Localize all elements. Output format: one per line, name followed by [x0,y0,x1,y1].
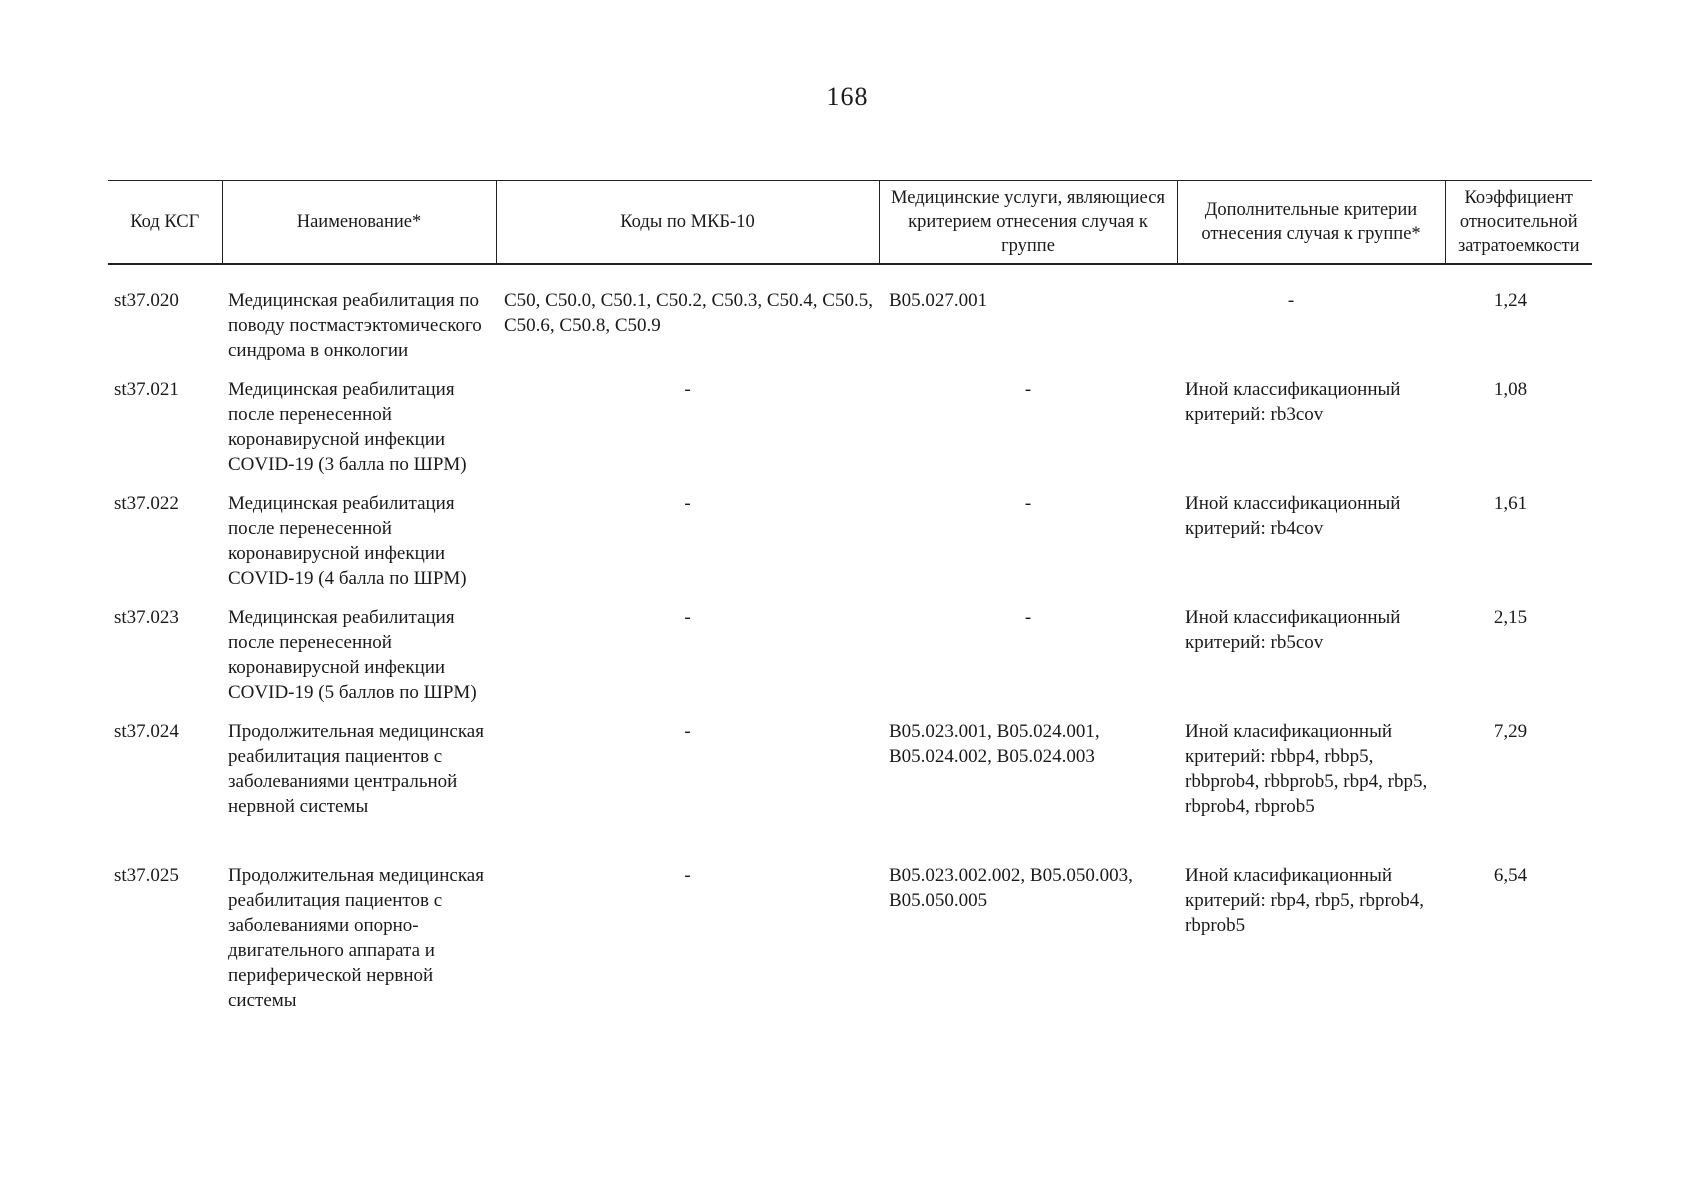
table-row [108,605,1592,719]
cell-code: st37.024 [114,721,179,742]
cell-name: Продолжительная медицинская реабилитация пациентов с заболеваниями центральной нервной системы [228,721,484,817]
header-code: Код КСГ [108,181,222,265]
cell-coef: 1,08 [1493,379,1528,400]
cell-name: Продолжительная медицинская реабилитация пациентов с заболеваниями опорно-двигательного аппарата и периферической нервной системы [228,865,484,1011]
header-name: Наименование* [222,181,496,265]
cell-criteria: Иной классификационный критерий: rb4cov [1185,493,1401,539]
cell-name: Медицинская реабилитация после перенесенной коронавирусной инфекции COVID-19 (4 балла по ШРМ) [228,493,467,589]
cell-services: B05.027.001 [889,290,988,311]
cell-mkb: - [684,379,691,400]
cell-coef: 6,54 [1493,865,1528,886]
cell-criteria: Иной класификационный критерий: rbbp4, rbbp5, rbbprob4, rbbprob5, rbp4, rbp5, rbprob4, rbprob5 [1185,721,1428,817]
cell-criteria: Иной классификационный критерий: rb5cov [1185,607,1401,653]
table-body [108,264,1592,1027]
table-row [108,377,1592,491]
cell-mkb: - [684,493,691,514]
cell-services: B05.023.002.002, B05.050.003, B05.050.005 [889,865,1133,911]
cell-code: st37.025 [114,865,179,886]
header-services: Медицинские услуги, являющиеся критерием отнесения случая к группе [879,181,1177,265]
cell-code: st37.020 [114,290,179,311]
cell-code: st37.023 [114,607,179,628]
table-header [108,181,1592,265]
table-row [108,491,1592,605]
ksg-table [108,180,1592,1027]
table-row [108,719,1592,863]
cell-mkb: - [684,607,691,628]
header-coef: Коэффициент относительной затратоемкости [1445,181,1592,265]
cell-name: Медицинская реабилитация после перенесенной коронавирусной инфекции COVID-19 (5 баллов по ШРМ) [228,607,477,703]
header-criteria: Дополнительные критерии отнесения случая к группе* [1177,181,1445,265]
cell-name: Медицинская реабилитация после перенесенной коронавирусной инфекции COVID-19 (3 балла по ШРМ) [228,379,467,475]
table-row [108,264,1592,377]
cell-coef: 7,29 [1493,721,1528,742]
cell-services: - [1024,379,1032,400]
cell-coef: 1,24 [1493,290,1528,311]
cell-services: B05.023.001, B05.024.001, B05.024.002, B05.024.003 [889,721,1100,767]
header-mkb: Коды по МКБ-10 [496,181,879,265]
cell-services: - [1024,493,1032,514]
cell-code: st37.022 [114,493,179,514]
cell-code: st37.021 [114,379,179,400]
cell-name: Медицинская реабилитация по поводу постмастэктомического синдрома в онкологии [228,290,482,361]
table-row [108,863,1592,1027]
cell-mkb: - [684,721,691,742]
cell-mkb: - [684,865,691,886]
page-number: 168 [826,82,869,111]
cell-coef: 1,61 [1493,493,1528,514]
cell-services: - [1024,607,1032,628]
cell-criteria: - [1287,290,1295,311]
cell-mkb: C50, C50.0, C50.1, C50.2, C50.3, C50.4, C50.5, C50.6, C50.8, C50.9 [504,290,873,336]
cell-coef: 2,15 [1493,607,1528,628]
cell-criteria: Иной класификационный критерий: rbp4, rbp5, rbprob4, rbprob5 [1185,865,1425,936]
cell-criteria: Иной классификационный критерий: rb3cov [1185,379,1401,425]
ksg-table-container [108,180,1592,1027]
